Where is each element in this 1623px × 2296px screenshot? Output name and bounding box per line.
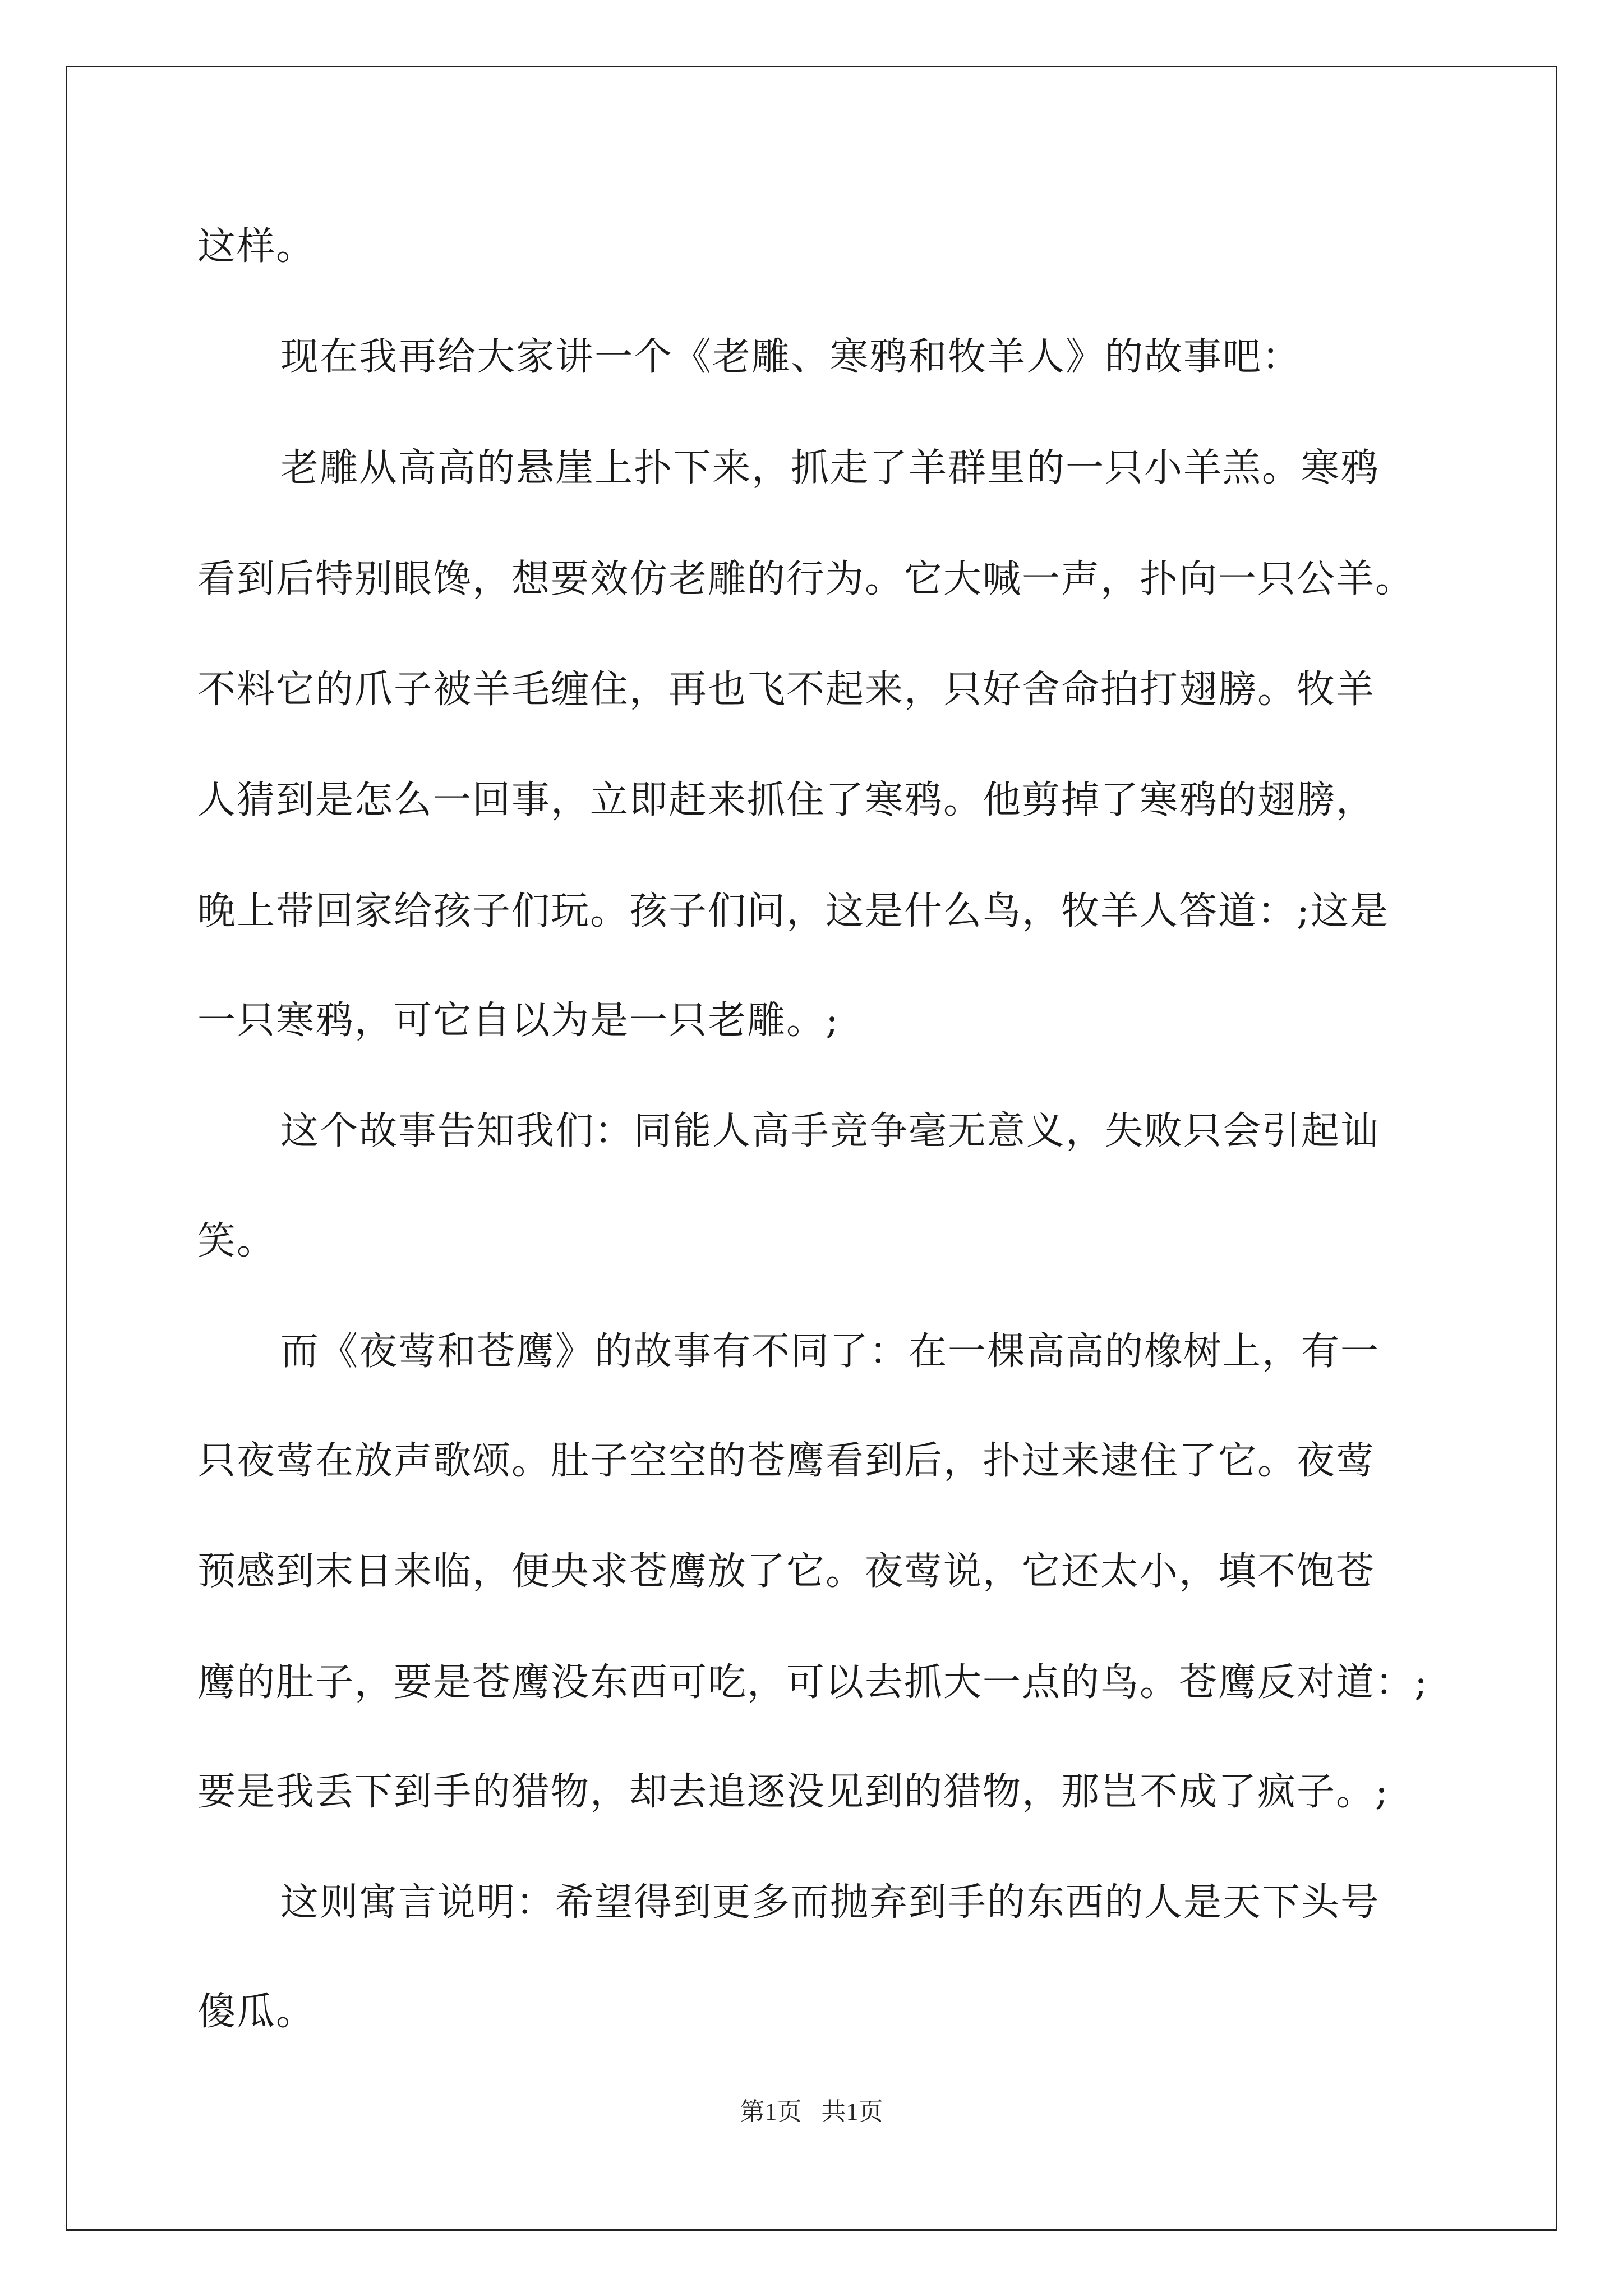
text-line: 老雕从高高的悬崖上扑下来，抓走了羊群里的一只小羊羔。寒鸦 xyxy=(280,446,1380,490)
text-line: 不料它的爪子被羊毛缠住，再也飞不起来，只好舍命拍打翅膀。牧羊 xyxy=(197,668,1376,712)
page-footer xyxy=(0,2095,1623,2129)
page-number: 第1页 xyxy=(740,2098,802,2125)
text-line: 一只寒鸦，可它自以为是一只老雕。; xyxy=(197,999,840,1043)
text-line: 只夜莺在放声歌颂。肚子空空的苍鹰看到后，扑过来逮住了它。夜莺 xyxy=(197,1439,1376,1483)
text-line: 晚上带回家给孩子们玩。孩子们问，这是什么鸟，牧羊人答道：;这是 xyxy=(197,889,1389,933)
page-total: 共1页 xyxy=(821,2098,883,2125)
text-line: 这个故事告知我们：同能人高手竞争毫无意义，失败只会引起讪 xyxy=(280,1109,1380,1153)
text-line: 傻瓜。 xyxy=(197,1990,316,2034)
text-line: 笑。 xyxy=(197,1219,276,1263)
text-line: 要是我丢下到手的猎物，却去追逐没见到的猎物，那岂不成了疯子。; xyxy=(197,1770,1389,1814)
text-line: 而《夜莺和苍鹰》的故事有不同了：在一棵高高的橡树上，有一 xyxy=(280,1329,1380,1374)
text-line: 这样。 xyxy=(197,224,316,269)
text-line: 人猜到是怎么一回事，立即赶来抓住了寒鸦。他剪掉了寒鸦的翅膀， xyxy=(197,778,1376,822)
text-line: 预感到末日来临，便央求苍鹰放了它。夜莺说，它还太小，填不饱苍 xyxy=(197,1549,1376,1594)
text-line: 现在我再给大家讲一个《老雕、寒鸦和牧羊人》的故事吧： xyxy=(280,335,1302,379)
text-line: 看到后特别眼馋，想要效仿老雕的行为。它大喊一声，扑向一只公羊。 xyxy=(197,557,1415,601)
text-line: 这则寓言说明：希望得到更多而抛弃到手的东西的人是天下头号 xyxy=(280,1880,1380,1925)
text-line: 鹰的肚子，要是苍鹰没东西可吃，可以去抓大一点的鸟。苍鹰反对道：; xyxy=(197,1660,1428,1705)
